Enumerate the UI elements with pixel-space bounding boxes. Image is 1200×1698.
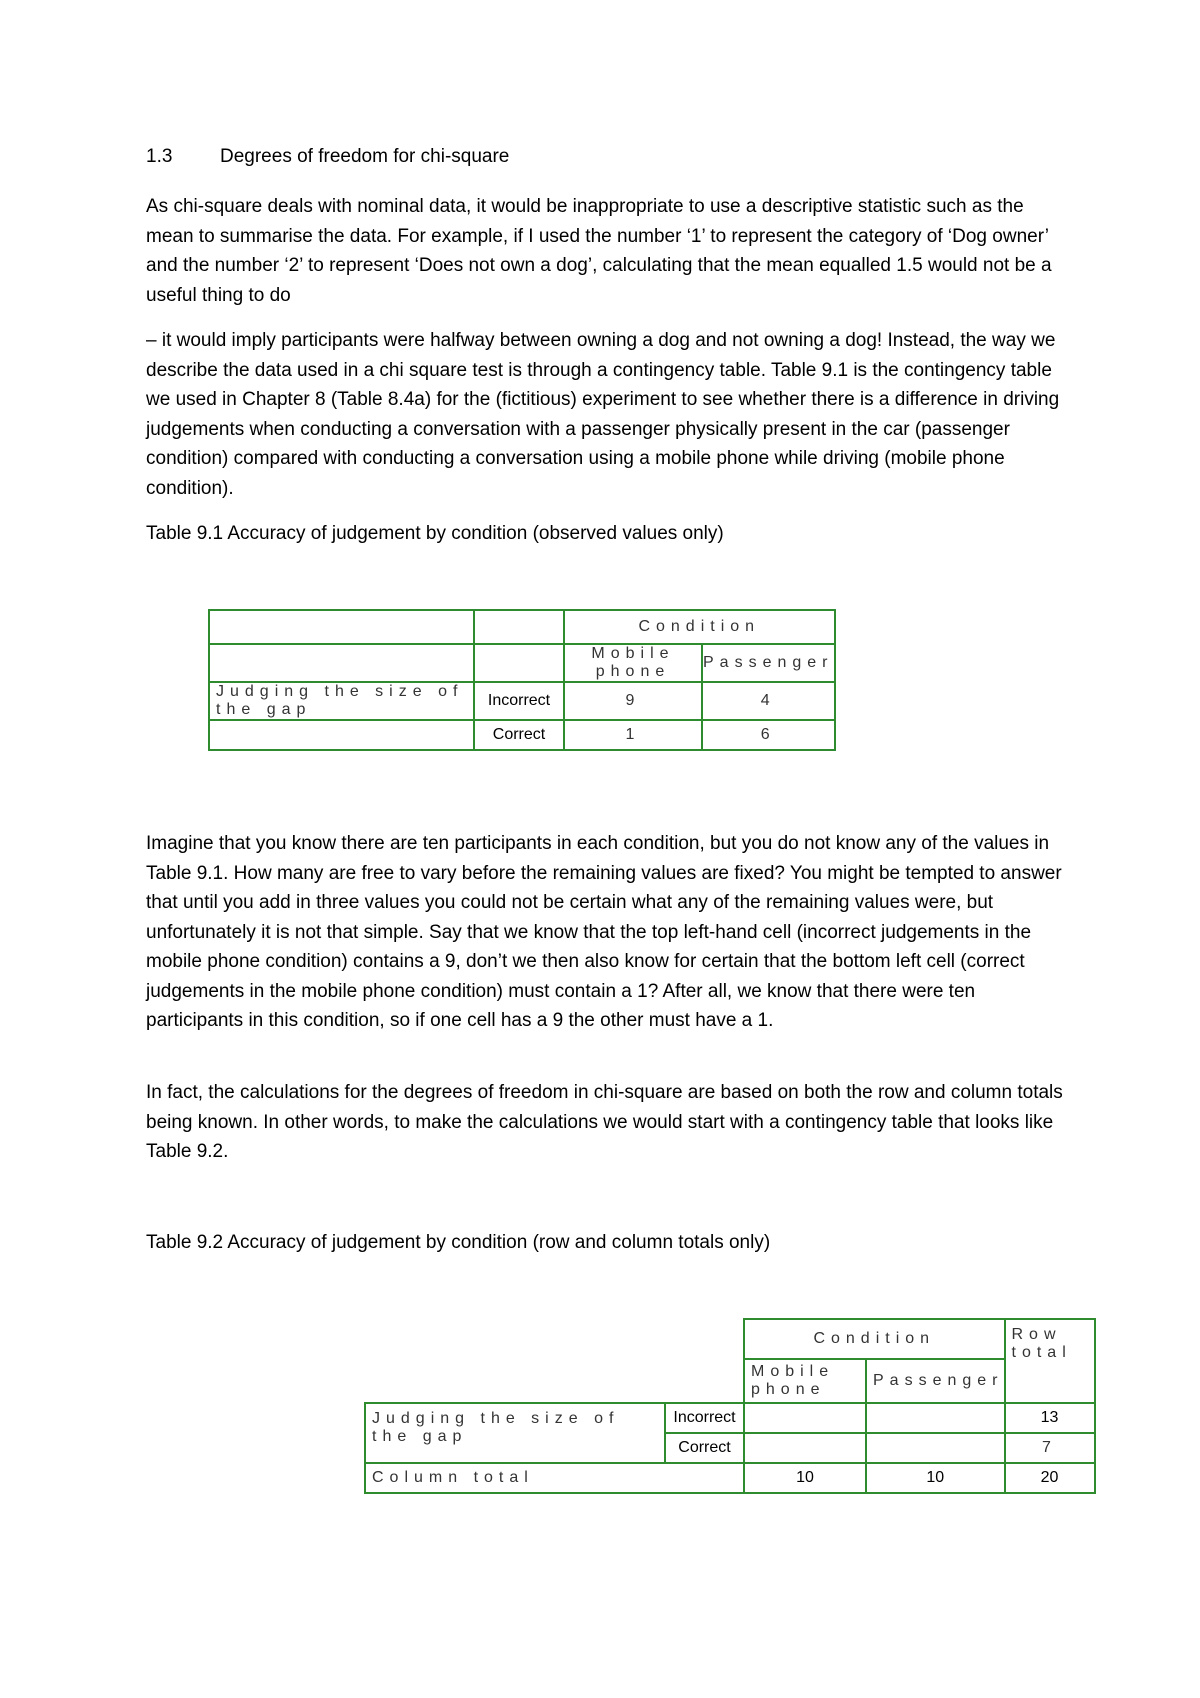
paragraph-text: As chi-square deals with nominal data, it would be inappropriate to use a descriptive statistic such as the mean to summarise the data. For example, if I used the number ‘1’ to represent the category of ‘Dog owner’ and the number ‘2’ to represent ‘Does not own a dog’, calculating that the mean equalled 1.5 would not be a useful thing to do	[146, 196, 1052, 306]
column-total-passenger: 10	[866, 1463, 1005, 1493]
row-total-header: Row total	[1005, 1319, 1095, 1403]
incorrect-mobile-value	[744, 1403, 866, 1433]
correct-mobile-value: 1	[564, 720, 702, 750]
paragraph-text: Imagine that you know there are ten participants in each condition, but you do not know any of the values in Table 9.1. How many are free to vary before the remaining values are fixed? You might be tempted to answer that until you add in three values you could not be certain what any of the remaining values were, but unfortunately it is not that simple. Say that we know that the top left-hand cell (incorrect judgements in the mobile phone condition) contains a 9, don’t we then also know for certain that the bottom left cell (correct judgements in the mobile phone condition) must contain a 1? After all, we know that there were ten participants in this condition, so if one cell has a 9 the other must have a 1.	[146, 833, 1062, 1031]
contingency-table-9-2	[364, 1318, 1096, 1494]
empty-cell	[365, 1359, 665, 1403]
empty-cell	[665, 1359, 744, 1403]
passenger-header: Passenger	[866, 1359, 1005, 1403]
table1-caption: Table 9.1 Accuracy of judgement by condition (observed values only)	[146, 523, 724, 544]
correct-label: Correct	[665, 1433, 744, 1463]
section-heading	[146, 146, 509, 168]
empty-cell	[665, 1319, 744, 1359]
condition-header: Condition	[564, 610, 835, 644]
passenger-header: Passenger	[702, 644, 835, 682]
paragraph-3	[146, 829, 1066, 1036]
mobile-phone-header: Mobile phone	[744, 1359, 866, 1403]
correct-row-total: 7	[1005, 1433, 1095, 1463]
grand-total: 20	[1005, 1463, 1095, 1493]
paragraph-text: – it would imply participants were halfway between owning a dog and not owning a dog! Instead, the way we describe the data used in a chi square test is through a contingency table. Table 9.1 is the contingency table we used in Chapter 8 (Table 8.4a) for the (fictitious) experiment to see whether there is a difference in driving judgements when conducting a conversation with a passenger physically present in the car (passenger condition) compared with conducting a conversation using a mobile phone while driving (mobile phone condition).	[146, 330, 1060, 499]
correct-passenger-value	[866, 1433, 1005, 1463]
incorrect-passenger-value	[866, 1403, 1005, 1433]
empty-cell	[209, 610, 474, 644]
section-number: 1.3	[146, 146, 173, 167]
paragraph-text: In fact, the calculations for the degrees of freedom in chi-square are based on both the row and column totals being known. In other words, to make the calculations we would start with a contingency table that looks like Table 9.2.	[146, 1082, 1063, 1162]
paragraph-2	[146, 326, 1066, 503]
section-title: Degrees of freedom for chi-square	[220, 146, 510, 167]
empty-cell	[365, 1319, 665, 1359]
empty-cell	[474, 644, 564, 682]
condition-header: Condition	[744, 1319, 1005, 1359]
paragraph-4	[146, 1078, 1066, 1167]
contingency-table-9-1	[208, 609, 836, 751]
row-label: Judging the size of the gap	[365, 1403, 665, 1463]
correct-mobile-value	[744, 1433, 866, 1463]
mobile-phone-header: Mobile phone	[564, 644, 702, 682]
incorrect-mobile-value: 9	[564, 682, 702, 720]
paragraph-1	[146, 192, 1066, 310]
incorrect-row-total: 13	[1005, 1403, 1095, 1433]
empty-cell	[474, 610, 564, 644]
column-total-mobile: 10	[744, 1463, 866, 1493]
row-label: Judging the size of the gap	[209, 682, 474, 720]
incorrect-label: Incorrect	[665, 1403, 744, 1433]
empty-cell	[209, 720, 474, 750]
correct-passenger-value: 6	[702, 720, 835, 750]
table2-caption: Table 9.2 Accuracy of judgement by condition (row and column totals only)	[146, 1232, 771, 1253]
empty-cell	[209, 644, 474, 682]
column-total-label: Column total	[365, 1463, 744, 1493]
correct-label: Correct	[474, 720, 564, 750]
incorrect-passenger-value: 4	[702, 682, 835, 720]
incorrect-label: Incorrect	[474, 682, 564, 720]
